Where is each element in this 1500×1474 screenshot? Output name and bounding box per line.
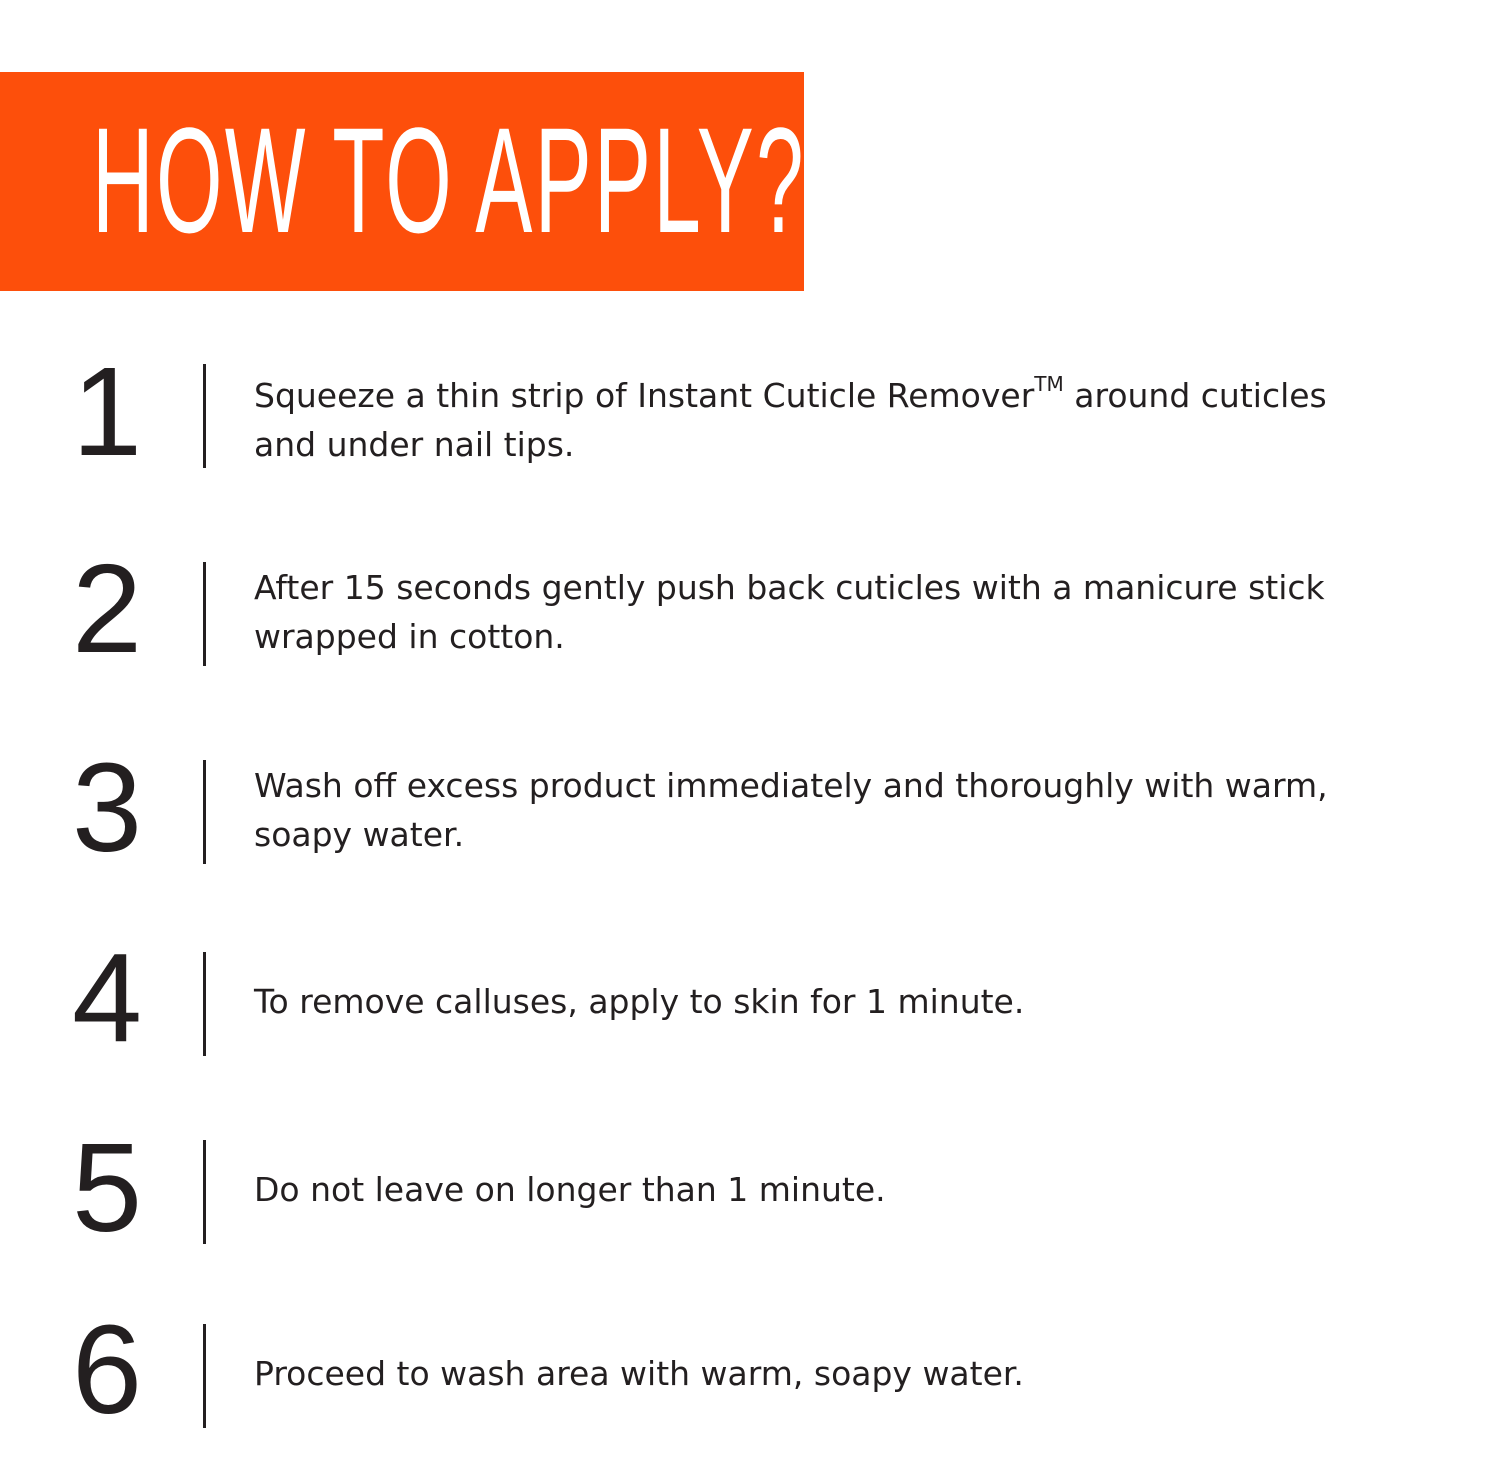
step-number: 2 — [71, 538, 143, 679]
step-divider — [203, 562, 206, 666]
step-text — [254, 977, 1434, 1026]
step-text-line: Proceed to wash area with warm, soapy water. — [254, 1354, 1024, 1393]
step-divider — [203, 952, 206, 1056]
step-text-line: wrapped in cotton. — [254, 617, 565, 656]
step-text-line: Do not leave on longer than 1 minute. — [254, 1170, 886, 1209]
step-text-line: Squeeze a thin strip of Instant Cuticle Remover™ around cuticles — [254, 372, 1327, 415]
step-number: 6 — [71, 1299, 143, 1440]
step-divider — [203, 1324, 206, 1428]
step-text — [254, 371, 1434, 469]
step-text — [254, 1165, 1434, 1214]
step-number: 4 — [71, 927, 143, 1068]
step-text — [254, 1349, 1434, 1398]
step-text-line: Wash off excess product immediately and thoroughly with warm, — [254, 766, 1328, 805]
step-text-line: soapy water. — [254, 815, 465, 854]
step-text-line: and under nail tips. — [254, 425, 575, 464]
step-number: 1 — [71, 341, 143, 482]
step-number: 5 — [71, 1117, 143, 1258]
step-divider — [203, 364, 206, 468]
step-text — [254, 563, 1434, 661]
step-text-line: To remove calluses, apply to skin for 1 minute. — [254, 982, 1025, 1021]
step-text-line: After 15 seconds gently push back cuticles with a manicure stick — [254, 568, 1325, 607]
step-divider — [203, 760, 206, 864]
trademark-symbol: TM — [1034, 372, 1064, 396]
step-number: 3 — [71, 737, 143, 878]
page-title: HOW TO APPLY? — [92, 96, 806, 264]
step-text — [254, 761, 1434, 859]
step-divider — [203, 1140, 206, 1244]
